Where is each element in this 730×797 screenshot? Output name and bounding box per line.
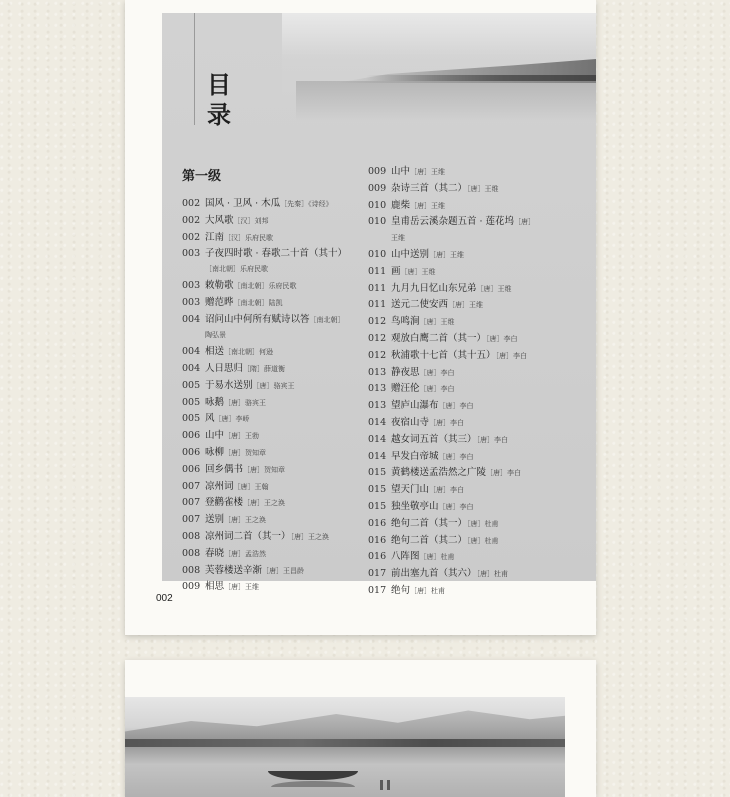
toc-entry-author: ［南北朝］乐府民歌 <box>233 281 297 290</box>
toc-entry-page: 010 <box>368 199 387 211</box>
toc-entry <box>182 512 387 529</box>
toc-title-char-1: 目 <box>207 70 231 99</box>
toc-entry-title: 凉州词二首（其一） <box>205 530 291 542</box>
toc-entry-title: 独坐敬亭山 <box>391 500 439 512</box>
toc-entry-page: 006 <box>182 463 201 475</box>
toc-entry-author: ［唐］李白 <box>429 418 465 427</box>
toc-entry-page: 007 <box>182 497 201 509</box>
toc-entry-title: 大风歌 <box>205 214 234 226</box>
toc-entry-page: 017 <box>368 584 387 596</box>
toc-entry-author: ［汉］乐府民歌 <box>224 233 274 242</box>
toc-entry <box>182 344 387 361</box>
toc-entry <box>182 563 387 580</box>
toc-entry-title: 敕勒歌 <box>205 279 234 291</box>
toc-entry <box>368 415 573 432</box>
toc-entry-title: 鸟鸣涧 <box>391 316 420 328</box>
toc-entry <box>368 297 573 314</box>
next-page <box>125 660 596 797</box>
lake-photo <box>125 697 565 797</box>
toc-entry-author: ［唐］李白 <box>419 385 455 394</box>
toc-entry-title: 观放白鹰二首（其一） <box>391 332 487 344</box>
toc-entry-continuation: 陶弘景 <box>205 331 226 340</box>
toc-entry <box>368 181 573 198</box>
toc-entry-page: 013 <box>368 366 387 378</box>
toc-entry <box>368 432 573 449</box>
toc-entry-author: ［唐］王昌龄 <box>262 566 305 575</box>
toc-entry-page: 015 <box>368 500 387 512</box>
toc-entry-page: 016 <box>368 551 387 563</box>
toc-entry-author: ［唐］王之涣 <box>243 499 286 508</box>
toc-entry-page: 011 <box>368 265 387 277</box>
toc-entry-title: 相送 <box>205 346 225 358</box>
toc-entry <box>368 198 573 215</box>
toc-entry-title: 芙蓉楼送辛渐 <box>205 564 263 576</box>
toc-entry-title: 咏鹅 <box>205 396 225 408</box>
toc-title-char-2: 录 <box>207 100 231 129</box>
toc-entry-title: 相思 <box>205 581 225 593</box>
toc-entry-page: 016 <box>368 534 387 546</box>
toc-entry-page: 002 <box>182 231 201 243</box>
toc-entry-page: 009 <box>368 166 387 177</box>
toc-entry-title: 赠范晔 <box>205 296 234 308</box>
toc-entry-author: ［汉］刘邦 <box>233 216 269 225</box>
toc-entry-title: 黄鹤楼送孟浩然之广陵 <box>391 467 487 479</box>
toc-entry-page: 008 <box>182 547 201 559</box>
toc-entry-author: ［唐］贺知章 <box>224 448 267 457</box>
toc-entry-title: 登鹳雀楼 <box>205 497 244 509</box>
toc-entry-title: 春晓 <box>205 547 225 559</box>
toc-entry-author: ［唐］李白 <box>429 486 465 495</box>
toc-entry-page: 009 <box>182 581 201 593</box>
toc-entry <box>368 549 573 566</box>
toc-entry-author: ［唐］ <box>514 218 536 227</box>
toc-entry <box>182 579 387 596</box>
toc-entry-page: 013 <box>368 400 387 412</box>
toc-entry-page: 017 <box>368 568 387 580</box>
toc-entry-title: 绝句二首（其二） <box>391 534 468 546</box>
toc-entry <box>182 246 387 262</box>
toc-entry-page: 012 <box>368 316 387 328</box>
toc-entry-author: ［唐］王维 <box>429 250 465 259</box>
toc-entry-page: 015 <box>368 484 387 496</box>
toc-entry-author: ［唐］王之涣 <box>224 516 267 525</box>
toc-entry-page: 013 <box>368 383 387 395</box>
toc-entry <box>368 281 573 298</box>
toc-entry <box>182 213 387 230</box>
toc-entry-title: 绝句 <box>391 584 411 596</box>
toc-entry-author: ［唐］李峤 <box>214 415 250 424</box>
toc-entry-page: 014 <box>368 450 387 462</box>
toc-entry-title: 皇甫岳云溪杂题五首 · 莲花坞 <box>391 216 515 228</box>
toc-entry-title: 杂诗三首（其二） <box>391 182 468 194</box>
toc-entry-title: 赠汪伦 <box>391 383 420 395</box>
toc-entry-author: ［唐］王勃 <box>224 432 260 441</box>
toc-entry-author: ［唐］李白 <box>495 351 528 360</box>
toc-entry-author: ［唐］王之涣 <box>290 532 330 541</box>
toc-entry-page: 008 <box>182 530 201 542</box>
toc-entry-page: 004 <box>182 313 201 325</box>
toc-entry-author: ［唐］李白 <box>486 334 518 343</box>
toc-entry-author: ［唐］杜甫 <box>419 553 455 562</box>
toc-entry-continuation: ［南北朝］乐府民歌 <box>205 265 268 274</box>
toc-entry-author: ［唐］王维 <box>410 201 446 210</box>
toc-entry-author: ［唐］王维 <box>410 168 446 176</box>
toc-entry-author: ［唐］王维 <box>419 318 455 327</box>
toc-entry-page: 008 <box>182 564 201 576</box>
toc-entry-page: 009 <box>368 182 387 194</box>
toc-entry <box>182 529 387 546</box>
toc-page <box>125 0 596 635</box>
toc-entry-title: 画 <box>391 265 401 277</box>
toc-entry <box>368 264 573 281</box>
toc-entry-title: 回乡偶书 <box>205 463 244 475</box>
toc-entry-author: ［南北朝］陆凯 <box>233 298 283 307</box>
toc-entry-title: 诏问山中何所有赋诗以答 <box>205 313 310 325</box>
toc-entry <box>182 361 387 378</box>
toc-entry <box>182 378 387 395</box>
toc-entry <box>182 196 387 213</box>
toc-entry <box>368 566 573 583</box>
toc-entry-title: 夜宿山寺 <box>391 416 430 428</box>
toc-entry <box>182 312 387 329</box>
page-number: 002 <box>156 593 173 604</box>
toc-entry <box>182 295 387 312</box>
toc-entry-page: 002 <box>182 198 201 209</box>
boat-reflection-shape <box>271 781 355 787</box>
toc-entry <box>368 516 573 533</box>
toc-entry-continuation: 王维 <box>391 234 405 243</box>
toc-entry-author: ［唐］李白 <box>486 469 522 478</box>
toc-entry-page: 003 <box>182 296 201 308</box>
toc-entry-author: ［唐］骆宾王 <box>224 398 267 407</box>
toc-entry <box>368 533 573 550</box>
toc-entry-page: 005 <box>182 413 201 425</box>
toc-entry-page: 004 <box>182 346 201 358</box>
toc-entry-author: ［唐］李白 <box>476 435 509 444</box>
toc-entry <box>368 499 573 516</box>
toc-entry-title: 绝句二首（其一） <box>391 517 468 529</box>
toc-entry-author: ［唐］王翰 <box>233 482 269 491</box>
toc-entry-title: 山中 <box>205 430 225 442</box>
toc-entry-author: ［唐］李白 <box>438 402 474 411</box>
toc-entry-title: 子夜四时歌 · 春歌二十首（其十） <box>205 248 348 260</box>
toc-entry <box>368 583 573 600</box>
toc-entry-title: 于易水送别 <box>205 379 253 391</box>
toc-entry-author: ［唐］杜甫 <box>467 519 499 528</box>
toc-entry-title: 山中送别 <box>391 248 430 260</box>
toc-entry-title: 越女词五首（其三） <box>391 433 477 445</box>
toc-entry-page: 006 <box>182 430 201 442</box>
toc-column-left <box>182 196 387 596</box>
toc-entry-page: 011 <box>368 299 387 311</box>
toc-entry-title: 凉州词 <box>205 480 234 492</box>
toc-entry-page: 015 <box>368 467 387 479</box>
mooring-post <box>380 780 383 790</box>
toc-entry <box>182 495 387 512</box>
toc-entry-title: 鹿柴 <box>391 199 411 211</box>
toc-entry-page: 010 <box>368 216 387 228</box>
toc-entry-page: 011 <box>368 282 387 294</box>
lake-reflection-decoration <box>296 81 596 121</box>
toc-entry-page: 007 <box>182 514 201 526</box>
toc-entry-author: ［唐］王维 <box>448 301 484 310</box>
toc-entry <box>182 479 387 496</box>
toc-entry-author: ［唐］李白 <box>438 452 474 461</box>
toc-entry <box>368 164 573 181</box>
mountains-shape <box>125 707 565 742</box>
toc-entry-page: 016 <box>368 517 387 529</box>
toc-entry-author: ［唐］王维 <box>400 267 436 276</box>
toc-entry-title: 人日思归 <box>205 362 244 374</box>
toc-entry-author: ［隋］薛道衡 <box>243 364 286 373</box>
toc-entry-author: ［唐］杜甫 <box>467 536 499 545</box>
toc-entry <box>368 465 573 482</box>
toc-entry-author: ［唐］孟浩然 <box>224 549 267 558</box>
toc-entry-page: 003 <box>182 248 201 260</box>
toc-entry-page: 002 <box>182 214 201 226</box>
toc-entry-title: 静夜思 <box>391 366 420 378</box>
toc-entry-title: 江南 <box>205 231 225 243</box>
toc-entry-author: ［先秦］《诗经》 <box>280 200 333 208</box>
toc-entry-page: 012 <box>368 332 387 344</box>
toc-entry-author: ［南北朝］何逊 <box>224 348 274 357</box>
toc-entry-page: 010 <box>368 248 387 260</box>
toc-entry <box>368 348 573 365</box>
toc-entry <box>182 546 387 563</box>
toc-entry-author: ［唐］李白 <box>419 368 455 377</box>
toc-entry <box>182 428 387 445</box>
toc-entry-title: 前出塞九首（其六） <box>391 568 477 580</box>
toc-entry-title: 望庐山瀑布 <box>391 400 439 412</box>
toc-entry-page: 012 <box>368 349 387 361</box>
toc-entry-author: ［南北朝］ <box>309 315 345 324</box>
toc-entry-title: 秋浦歌十七首（其十五） <box>391 349 496 361</box>
toc-entry-page: 003 <box>182 279 201 291</box>
toc-entry-author: ［唐］骆宾王 <box>252 381 295 390</box>
toc-entry-title: 咏柳 <box>205 446 225 458</box>
toc-entry-title: 望天门山 <box>391 484 430 496</box>
toc-entry-title: 九月九日忆山东兄弟 <box>391 282 477 294</box>
toc-entry <box>368 331 573 348</box>
toc-entry-author: ［唐］王维 <box>476 284 512 293</box>
toc-entry-page: 006 <box>182 446 201 458</box>
toc-entry-page: 014 <box>368 416 387 428</box>
toc-entry <box>182 411 387 428</box>
toc-entry <box>368 398 573 415</box>
toc-entry-page: 004 <box>182 362 201 374</box>
toc-entry-title: 山中 <box>391 166 411 177</box>
section-heading: 第一级 <box>182 169 222 184</box>
toc-column-right <box>368 164 573 600</box>
toc-entry-author: ［唐］杜甫 <box>410 586 446 595</box>
toc-entry-author: ［唐］贺知章 <box>243 465 286 474</box>
toc-entry <box>182 278 387 295</box>
toc-entry <box>368 365 573 382</box>
toc-entry <box>368 482 573 499</box>
toc-entry-title: 早发白帝城 <box>391 450 439 462</box>
toc-entry-page: 005 <box>182 396 201 408</box>
toc-entry <box>182 395 387 412</box>
toc-entry-title: 风 <box>205 413 215 425</box>
treeline-shape <box>125 739 565 747</box>
toc-entry <box>182 445 387 462</box>
toc-entry-title: 送别 <box>205 514 225 526</box>
toc-entry <box>182 230 387 247</box>
mooring-post <box>387 780 390 790</box>
toc-entry <box>368 314 573 331</box>
toc-entry-title: 八阵图 <box>391 551 420 563</box>
toc-entry <box>368 247 573 264</box>
toc-entry-author: ［唐］李白 <box>438 502 474 511</box>
toc-entry-title: 国风 · 卫风 · 木瓜 <box>205 198 281 209</box>
toc-entry <box>368 449 573 466</box>
toc-entry-page: 005 <box>182 379 201 391</box>
toc-entry <box>368 381 573 398</box>
toc-panel-background <box>162 13 596 596</box>
toc-entry-page: 007 <box>182 480 201 492</box>
toc-entry-author: ［唐］王维 <box>224 583 260 592</box>
toc-entry <box>182 462 387 479</box>
toc-entry-author: ［唐］王维 <box>467 184 499 193</box>
title-divider <box>194 13 195 125</box>
toc-entry <box>368 214 573 231</box>
toc-entry-title: 送元二使安西 <box>391 299 449 311</box>
toc-entry-author: ［唐］杜甫 <box>476 570 509 579</box>
toc-entry-page: 014 <box>368 433 387 445</box>
